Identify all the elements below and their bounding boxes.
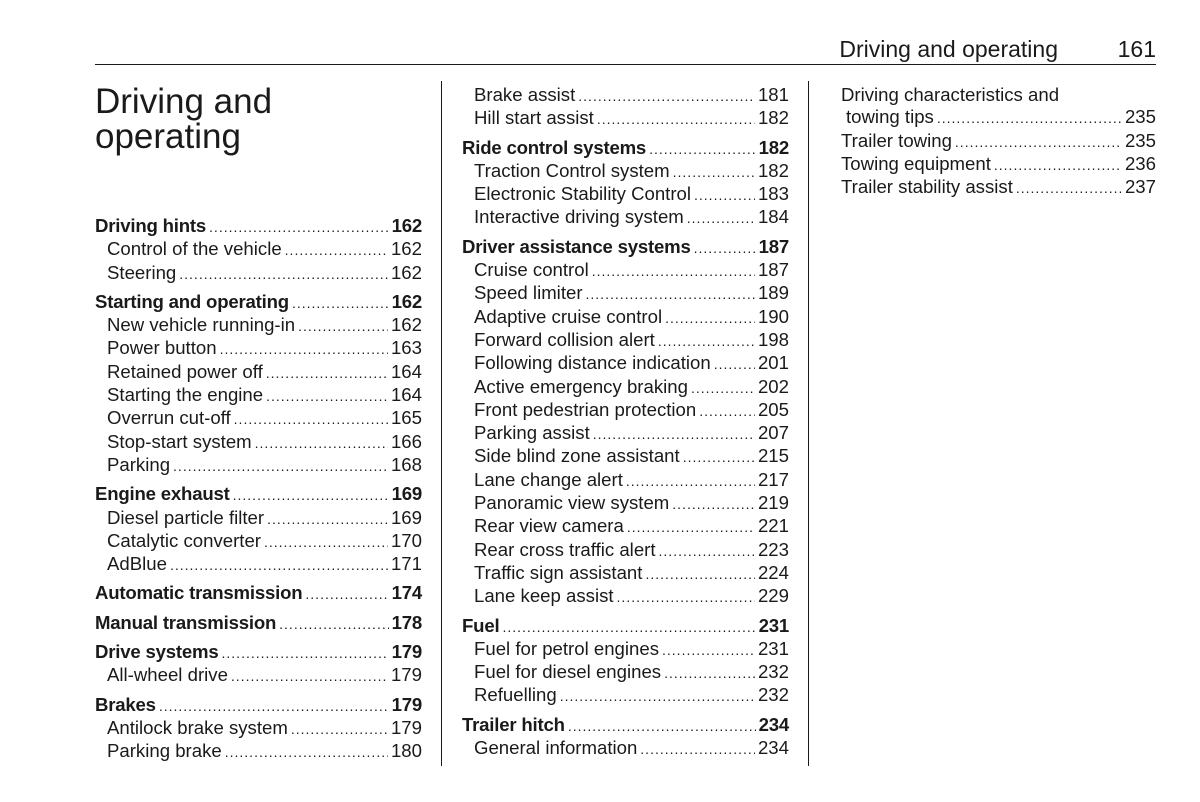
toc-section-label: Automatic transmission xyxy=(95,582,303,604)
toc-entry-label: Overrun cut-off xyxy=(107,407,231,429)
toc-entry[interactable] xyxy=(95,337,422,360)
toc-entry[interactable] xyxy=(462,329,789,352)
toc-section-heading[interactable] xyxy=(95,291,422,314)
toc-entry-page: 162 xyxy=(390,238,422,260)
leader-dots xyxy=(658,330,755,352)
toc-entry[interactable] xyxy=(841,153,1156,176)
toc-section-label: Driving hints xyxy=(95,215,207,236)
toc-entry[interactable] xyxy=(95,262,422,285)
leader-dots xyxy=(285,239,388,261)
toc-entry[interactable] xyxy=(95,507,422,530)
toc-entry-label: Rear cross traffic alert xyxy=(474,538,656,560)
leader-dots xyxy=(267,508,388,530)
toc-entry-label: Antilock brake system xyxy=(107,716,288,738)
toc-entry-page: 207 xyxy=(757,422,789,444)
leader-dots xyxy=(305,583,388,605)
toc-entry-label: Lane change alert xyxy=(474,468,623,490)
leader-dots xyxy=(645,563,755,585)
toc-entry[interactable] xyxy=(462,638,789,661)
toc-entry-page: 169 xyxy=(390,506,422,528)
toc-entry[interactable] xyxy=(462,282,789,305)
toc-section xyxy=(462,714,789,761)
running-header xyxy=(95,34,1156,65)
toc-section-label: Brakes xyxy=(95,693,156,715)
toc-entry-label: Parking brake xyxy=(107,740,222,762)
toc-section-label: Trailer hitch xyxy=(462,713,565,735)
leader-dots xyxy=(664,662,755,684)
toc-section-heading[interactable] xyxy=(95,612,422,635)
leader-dots xyxy=(627,516,755,538)
toc-entry[interactable] xyxy=(95,454,422,477)
toc-entry-page: 181 xyxy=(757,84,789,105)
toc-section-page: 231 xyxy=(758,614,789,636)
toc-entry-label: Control of the vehicle xyxy=(107,238,282,260)
toc-entry-page: 231 xyxy=(757,637,789,659)
toc-entry[interactable] xyxy=(95,314,422,337)
toc-entry[interactable] xyxy=(95,664,422,687)
toc-entry-page: 189 xyxy=(757,282,789,304)
toc-section-label: Starting and operating xyxy=(95,290,289,312)
toc-entry-page: 205 xyxy=(757,398,789,420)
toc-entry-label: Adaptive cruise control xyxy=(474,305,663,327)
leader-dots xyxy=(640,738,755,760)
toc-entry[interactable] xyxy=(462,585,789,608)
leader-dots xyxy=(159,695,389,717)
chapter-title-line-2: operating xyxy=(95,117,241,156)
toc-entry[interactable] xyxy=(95,553,422,576)
leader-dots xyxy=(233,484,389,506)
leader-dots xyxy=(687,207,755,229)
toc-entry[interactable] xyxy=(95,384,422,407)
toc-entry-label: General information xyxy=(474,737,638,759)
toc-section-page: 162 xyxy=(391,215,422,236)
leader-dots xyxy=(220,338,388,360)
toc-section xyxy=(95,291,422,477)
toc-section-heading[interactable] xyxy=(462,236,789,259)
leader-dots xyxy=(568,715,756,737)
leader-dots xyxy=(179,263,388,285)
toc-section-label: Engine exhaust xyxy=(95,483,230,505)
toc-entry-page: 182 xyxy=(757,159,789,181)
leader-dots xyxy=(662,639,755,661)
toc-section xyxy=(95,582,422,605)
leader-dots xyxy=(593,423,755,445)
toc-section xyxy=(95,641,422,688)
toc-entry-wrapped-line1[interactable] xyxy=(841,84,1156,106)
leader-dots xyxy=(231,665,388,687)
toc-section-label: Manual transmission xyxy=(95,611,277,633)
leader-dots xyxy=(560,685,755,707)
toc-entry-label: Following distance indication xyxy=(474,352,711,374)
leader-dots xyxy=(659,540,755,562)
toc-entry[interactable] xyxy=(462,206,789,229)
toc-column-3 xyxy=(841,84,1156,199)
toc-entry-label: Lane keep assist xyxy=(474,585,614,607)
toc-entry-page: 168 xyxy=(390,453,422,475)
toc-entry[interactable] xyxy=(95,530,422,553)
toc-section-page: 178 xyxy=(391,611,422,633)
toc-entry-label: Catalytic converter xyxy=(107,529,261,551)
chapter-title-line-1: Driving and xyxy=(95,82,273,121)
leader-dots xyxy=(225,741,388,763)
toc-entry[interactable] xyxy=(462,306,789,329)
toc-entry[interactable] xyxy=(462,376,789,399)
toc-section-page: 162 xyxy=(391,290,422,312)
toc-entry-label: AdBlue xyxy=(107,553,167,575)
toc-entry-page: 219 xyxy=(757,492,789,514)
toc-entry-page: 163 xyxy=(390,337,422,359)
leader-dots xyxy=(617,586,755,608)
toc-entry[interactable] xyxy=(462,469,789,492)
leader-dots xyxy=(209,216,389,238)
leader-dots xyxy=(292,292,389,314)
toc-entry-page: 232 xyxy=(757,661,789,683)
header-section-title: Driving and operating xyxy=(839,36,1058,62)
toc-entry[interactable] xyxy=(462,684,789,707)
toc-entry-page: 235 xyxy=(1124,106,1156,128)
toc-entry[interactable] xyxy=(462,661,789,684)
toc-section-heading[interactable] xyxy=(95,694,422,717)
leader-dots xyxy=(173,455,388,477)
toc-entry-page: 187 xyxy=(757,259,789,281)
toc-entry-page: 217 xyxy=(757,468,789,490)
toc-entry[interactable] xyxy=(95,361,422,384)
leader-dots xyxy=(279,613,388,635)
toc-entry-label: Retained power off xyxy=(107,360,263,382)
toc-entry-label: Traction Control system xyxy=(474,159,670,181)
leader-dots xyxy=(626,470,755,492)
toc-entry-page: 232 xyxy=(757,684,789,706)
leader-dots xyxy=(222,642,389,664)
toc-section-page: 179 xyxy=(391,641,422,663)
leader-dots xyxy=(937,107,1122,129)
toc-entry-label: Steering xyxy=(107,261,177,283)
column-divider xyxy=(808,81,809,766)
leader-dots xyxy=(649,138,756,160)
toc-entry-label: Active emergency braking xyxy=(474,375,688,397)
toc-section-heading[interactable] xyxy=(95,641,422,664)
toc-entry-page: 179 xyxy=(390,664,422,686)
toc-entry[interactable] xyxy=(462,160,789,183)
toc-entry[interactable] xyxy=(95,717,422,740)
leader-dots xyxy=(264,531,388,553)
toc-section-heading[interactable] xyxy=(95,483,422,506)
toc-section xyxy=(95,215,422,285)
toc-entry-label: Fuel for petrol engines xyxy=(474,637,660,659)
toc-column-2 xyxy=(462,84,789,766)
toc-entry-page: 170 xyxy=(390,529,422,551)
toc-entry[interactable] xyxy=(462,259,789,282)
toc-entry-label: Speed limiter xyxy=(474,282,583,304)
toc-section-label: Driver assistance systems xyxy=(462,235,691,257)
toc-entry-page: 171 xyxy=(390,553,422,575)
leader-dots xyxy=(578,85,755,107)
toc-entry-label: New vehicle running-in xyxy=(107,314,296,336)
toc-entry-page: 162 xyxy=(390,314,422,336)
toc-entry-page: 165 xyxy=(390,407,422,429)
toc-entry-page: 184 xyxy=(757,206,789,228)
toc-entry-page: 224 xyxy=(757,561,789,583)
toc-entry-page: 162 xyxy=(390,261,422,283)
toc-entry[interactable] xyxy=(462,422,789,445)
leader-dots xyxy=(291,718,388,740)
toc-section xyxy=(95,612,422,635)
header-page-number: 161 xyxy=(1117,36,1156,62)
toc-entry-label: Stop-start system xyxy=(107,430,252,452)
leader-dots xyxy=(714,353,755,375)
toc-entry-label: Traffic sign assistant xyxy=(474,561,643,583)
toc-entry-label: Side blind zone assistant xyxy=(474,445,680,467)
column-divider xyxy=(441,81,442,766)
toc-section xyxy=(462,236,789,609)
toc-entry-label: Refuelling xyxy=(474,684,557,706)
leader-dots xyxy=(694,184,755,206)
leader-dots xyxy=(683,446,755,468)
toc-entry-page: 166 xyxy=(390,430,422,452)
toc-entry[interactable] xyxy=(95,407,422,430)
leader-dots xyxy=(266,362,388,384)
toc-section-page: 182 xyxy=(758,136,789,158)
toc-entry[interactable] xyxy=(95,431,422,454)
leader-dots xyxy=(592,260,755,282)
toc-section-page: 187 xyxy=(758,235,789,257)
leader-dots xyxy=(994,154,1122,176)
toc-entry[interactable] xyxy=(462,183,789,206)
toc-entry-label: Front pedestrian protection xyxy=(474,398,697,420)
toc-entry-label: Diesel particle filter xyxy=(107,506,265,528)
toc-section-page: 169 xyxy=(391,483,422,505)
toc-entry-label: Electronic Stability Control xyxy=(474,183,692,205)
toc-entry[interactable] xyxy=(95,740,422,763)
toc-entry-page: 202 xyxy=(757,375,789,397)
toc-entry-page: 201 xyxy=(757,352,789,374)
toc-section-label: Drive systems xyxy=(95,641,219,663)
leader-dots xyxy=(255,432,388,454)
toc-entry[interactable] xyxy=(462,515,789,538)
toc-entry-label: Interactive driving system xyxy=(474,206,684,228)
leader-dots xyxy=(1016,177,1122,199)
toc-entry-label: All-wheel drive xyxy=(107,664,228,686)
toc-entry-page: 164 xyxy=(390,360,422,382)
toc-entry-page: 183 xyxy=(757,183,789,205)
toc-entry[interactable] xyxy=(462,492,789,515)
toc-section-heading[interactable] xyxy=(95,215,422,238)
toc-entry-label: Panoramic view system xyxy=(474,492,670,514)
toc-entry-page: 237 xyxy=(1124,176,1156,198)
toc-section xyxy=(95,483,422,576)
toc-entry-page: 234 xyxy=(757,737,789,759)
toc-column-1 xyxy=(95,215,422,770)
toc-section xyxy=(462,137,789,230)
toc-entry-page: 235 xyxy=(1124,129,1156,151)
toc-entry-page: 180 xyxy=(390,740,422,762)
toc-entry-label: Towing equipment xyxy=(841,152,991,174)
toc-section-page: 174 xyxy=(391,582,422,604)
toc-section-page: 234 xyxy=(758,713,789,735)
toc-entry-page: 229 xyxy=(757,585,789,607)
toc-section-heading[interactable] xyxy=(462,615,789,638)
toc-entry[interactable] xyxy=(462,737,789,760)
toc-section-heading[interactable] xyxy=(95,582,422,605)
toc-section xyxy=(95,694,422,764)
toc-entry-page: 164 xyxy=(390,384,422,406)
toc-entry-label: Starting the engine xyxy=(107,384,264,406)
toc-entry[interactable] xyxy=(462,352,789,375)
toc-section-label: Ride control systems xyxy=(462,136,647,158)
leader-dots xyxy=(586,283,755,305)
toc-entry-wrapped-line2[interactable] xyxy=(841,106,1156,129)
toc-entry[interactable] xyxy=(841,176,1156,199)
toc-entry-page: 221 xyxy=(757,515,789,537)
toc-entry[interactable] xyxy=(462,562,789,585)
toc-section-heading[interactable] xyxy=(462,714,789,737)
toc-entry-page: 215 xyxy=(757,445,789,467)
leader-dots xyxy=(298,315,388,337)
toc-section-page: 179 xyxy=(391,693,422,715)
toc-entry-label: Power button xyxy=(107,337,217,359)
toc-entry-label: Driving characteristics and xyxy=(841,84,1060,105)
toc-entry-label: Trailer stability assist xyxy=(841,176,1013,198)
toc-entry-label: Parking xyxy=(107,453,171,475)
leader-dots xyxy=(502,616,755,638)
leader-dots xyxy=(699,400,755,422)
toc-entry-label: Trailer towing xyxy=(841,129,952,151)
toc-entry[interactable] xyxy=(462,445,789,468)
toc-entry-label: towing tips xyxy=(846,106,934,128)
leader-dots xyxy=(170,554,388,576)
leader-dots xyxy=(694,237,756,259)
toc-entry-page: 179 xyxy=(390,716,422,738)
leader-dots xyxy=(672,493,755,515)
toc-entry[interactable] xyxy=(95,238,422,261)
toc-entry[interactable] xyxy=(462,84,789,107)
toc-continued-entries xyxy=(462,84,789,131)
leader-dots xyxy=(665,307,755,329)
toc-entry-page: 236 xyxy=(1124,152,1156,174)
toc-entry[interactable] xyxy=(462,539,789,562)
toc-entry-label: Parking assist xyxy=(474,422,590,444)
leader-dots xyxy=(691,377,755,399)
toc-entry-page: 190 xyxy=(757,305,789,327)
toc-entry-label: Cruise control xyxy=(474,259,589,281)
leader-dots xyxy=(266,385,388,407)
toc-entry[interactable] xyxy=(462,399,789,422)
leader-dots xyxy=(955,131,1122,153)
toc-entry-page: 198 xyxy=(757,328,789,350)
toc-entry-label: Forward collision alert xyxy=(474,328,655,350)
toc-entry-page: 182 xyxy=(757,107,789,129)
toc-entry-label: Hill start assist xyxy=(474,107,594,129)
toc-entry-label: Rear view camera xyxy=(474,515,624,537)
toc-entry-page: 223 xyxy=(757,538,789,560)
toc-entry[interactable] xyxy=(462,107,789,130)
leader-dots xyxy=(234,408,388,430)
toc-entry-label: Brake assist xyxy=(474,84,576,105)
leader-dots xyxy=(597,108,755,130)
toc-section-label: Fuel xyxy=(462,614,500,636)
toc-section-heading[interactable] xyxy=(462,137,789,160)
toc-entry[interactable] xyxy=(841,130,1156,153)
chapter-title xyxy=(95,84,425,154)
toc-section xyxy=(462,615,789,708)
leader-dots xyxy=(673,161,755,183)
toc-entry-label: Fuel for diesel engines xyxy=(474,661,662,683)
